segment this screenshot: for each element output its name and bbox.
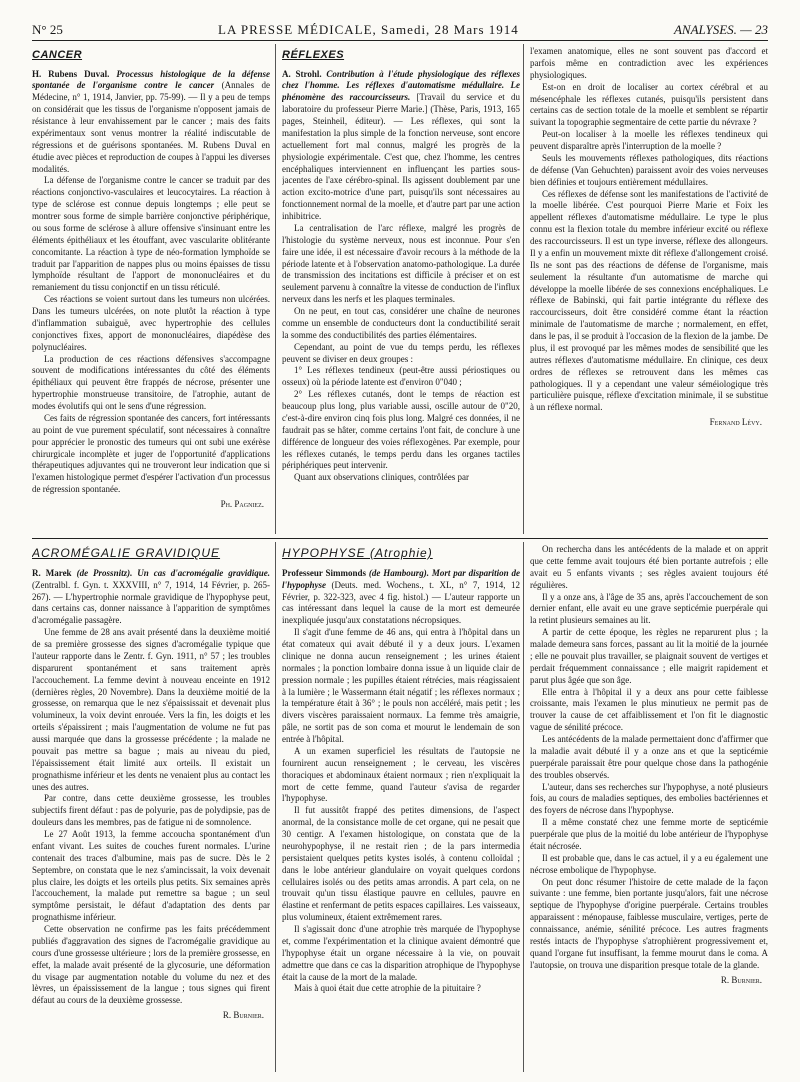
article-paragraph: Peut-on localiser à la moelle les réflexes tendineux qui peuvent disparaître après l'interruption de la moelle ? [530,129,768,151]
article-acromegalie [32,544,270,1072]
article-paragraph: Ces réactions se voient surtout dans les tumeurs non ulcérées. Dans les tumeurs ulcérées, on note plutôt la réaction à type d'inflammation subaiguë, avec hypertrophie des cellules conjonctives fixes, apport de mononucléaires, diapédèse des polynucléaires. [32,294,270,352]
article-signature: Fernand Lévy. [709,417,762,428]
article-paragraph: Mais à quoi était due cette atrophie de la pituitaire ? [294,983,481,994]
section-heading: ACROMÉGALIE GRAVIDIQUE [32,546,221,560]
article-reflexes-continued [530,46,768,534]
article-paragraph: A un examen superficiel les résultats de l'autopsie ne fournirent aucun renseignement ; le cerveau, les viscères thoraciques et abdominaux étaient normaux ; rien n'expliquait la mort de cette femme, quand l'auteur s'avisa de regarder l'hypophyse. [282,745,520,804]
article-title: (de Prossnitz). Un cas d'acromégalie gravidique. [76,567,270,578]
article-hypophyse-continued [530,544,768,1072]
article-paragraph: Ces faits de régression spontanée des cancers, fort intéressants au point de vue purement spéculatif, sont nécessaires à connaître pour apprécier le pronostic des tumeurs qui ont subi une exérèse chirurgicale incomplète et juger de l'opportunité d'applications thérapeutiques adjuvantes qui ne trouveront leur indication que si l'examen histologique permet d'espérer l'activation d'un processus de régression spontanée. [32,412,270,495]
article-paragraph: A partir de cette époque, les règles ne reparurent plus ; la malade demeura sans forces, passant au lit la moitié de la journée ; elle ne pouvait plus travailler, se plaignait souvent de vertiges et perdait fréquemment connaissance ; elle maigrit rapidement et parut plus âgée que son âge. [530,627,768,685]
article-signature: Ph. Pagniez. [220,499,264,510]
article-paragraph: (Deuts. med. Wochens., t. XL, n° 7, 1914, 12 Février, p. 322-323, avec 4 fig. histol.) — L'auteur rapporte un cas intéressant dans lequel la cause de la mort est demeurée inexpliquée jusqu'aux constatations nécropsiques. [282,579,520,626]
article-signature: R. Burnier. [222,1010,264,1021]
article-author: Professeur Simmonds [282,567,367,578]
article-cancer [32,46,270,534]
section-divider [32,538,768,539]
article-paragraph: On ne peut, en tout cas, considérer une chaîne de neurones comme un ensemble de conducteurs dont la conductibilité serait la somme des conductibilités des parties élémentaires. [282,306,520,340]
section-heading: CANCER [32,49,83,61]
article-paragraph: On peut donc résumer l'histoire de cette malade de la façon suivante : une femme, bien portante jusqu'alors, fait une nécrose septique de l'hypophyse d'origine puerpérale. Certains troubles apparaissent : ménopause, faiblesse musculaire, vertiges, perte de connaissance, anémie, sénilité précoce. Les autres fragments restés intacts de l'hypophyse s'atrophièrent progressivement et, quand l'organe fut insuffisant, la femme mourut dans le coma. A l'autopsie, on trouva une disparition presque totale de la glande. [530,876,768,970]
article-reflexes [282,46,520,534]
section-title: ANALYSES. — 23 [673,22,768,37]
article-author: A. Strohl. [282,68,322,79]
article-paragraph: Les antécédents de la malade permettaient donc d'affirmer que la maladie avait débuté il y a onze ans et que la septicémie puerpérale paraissait être pour quelque chose dans la pathogénie des troubles observés. [530,734,768,780]
column-divider [275,542,276,1072]
article-paragraph: La centralisation de l'arc réflexe, malgré les progrès de l'histologie du système nerveux, nous est inconnue. Pour s'en faire une idée, il est nécessaire d'avoir recours à la méthode de la période latente et à l'observation anatomo-pathologique. La durée de transmission des incitations est difficile à préciser et on est seulement parvenu à connaître la vitesse de conduction de l'influx nerveux dans les nerfs et les plaques terminales. [282,222,520,305]
article-signature: R. Burnier. [720,974,762,985]
article-paragraph: Il fut aussitôt frappé des petites dimensions, de l'aspect anormal, de la consistance molle de cet organe, qui ne pesait que 30 centigr. A l'examen histologique, on constata que de la neurohypophyse, il ne restait rien ; de la pars intermedia persistaient quelques petits kystes isolés, à contenu colloïdal ; dans le lobe antérieur glandulaire on voyait quelques cordons cellulaires isolés ou des petits amas arrondis. A part cela, on ne trouvait qu'un tissu élastique pauvre en cellules, pauvre en élastine et renfermant de petits espaces capillaires. Les vaisseaux, plus volumineux, étaient extrêmement rares. [282,805,520,923]
article-paragraph: On rechercha dans les antécédents de la malade et on apprit que cette femme avait toujours été bien portante autrefois ; elle avait eu 5 enfants vivants ; ses règles avaient toujours été régulières. [530,544,768,590]
article-paragraph: Cependant, au point de vue du temps perdu, les réflexes peuvent se diviser en deux groupes : [282,341,520,364]
article-paragraph: l'examen anatomique, elles ne sont souvent pas d'accord et parfois même en contradiction avec les expériences physiologiques. [530,46,768,80]
article-paragraph: Cette observation ne confirme pas les faits précédemment publiés d'aggravation des signes de l'acromégalie gravidique au cours d'une grossesse ultérieure ; lors de la première grossesse, en effet, la malade avait présenté de la glycosurie, une déformation du visage par augmentation notable du volume du nez et des lèvres, un épaississement de la langue ; tous signes qui firent défaut au cours de la deuxième grossesse. [32,924,270,1006]
article-paragraph: Elle entra à l'hôpital il y a deux ans pour cette faiblesse croissante, mais l'examen le plus minutieux ne permit pas de trouver la cause de cet affaiblissement et l'on fit le diagnostic vague de sénilité précoce. [530,686,768,733]
article-author: R. Marek [32,567,72,578]
article-paragraph: Il y a onze ans, à l'âge de 35 ans, après l'accouchement de son dernier enfant, elle avait eu une grave septicémie puerpérale qui la retint plusieurs semaines au lit. [530,591,768,626]
article-paragraph: Ces réflexes de défense sont les manifestations de l'activité de la moelle libérée. C'est pourquoi Pierre Marie et Foix les appellent réflexes d'automatisme médullaire. Le type le plus connu est la flexion totale du membre inférieur excité ou réflexe des raccourcisseurs. Il est un type inverse, réflexe des allongeurs. Il y a enfin un mouvement mixte dit réflexe d'allongement croisé. Ils ne sont pas des réactions de défense de l'organisme, mais seulement la résultante d'un automatisme de marche qui développe la moelle libérée de ses connexions encéphaliques. Le réflexe de Babinski, qui fait partie intégrante du réflexe des raccourcisseurs, doit être considéré comme étant la réaction minimale de l'automatisme de marche ; normalement, en effet, dans le pas, il se produit à l'occasion de la flexion de la jambe. De plus, il est provoqué par les mêmes modes de sensibilité que les autres réflexes d'automatisme médullaire. En clinique, ces deux ordres de réflexes se retrouvent dans les mêmes cas pathologiques. Il y a cependant une valeur séméiologique très particulière puisque, réflexe d'excitation minimale, il se substitue à un réflexe normal. [530,188,768,413]
page-number: N° 25 [32,22,63,37]
article-title: (de Hambourg). Mort par disparition de l'hypophyse [282,567,520,590]
article-title: Contribution à l'étude physiologique des réflexes chez l'homme. Les réflexes d'automatisme médullaire. Le phénomène des raccourcisseurs. [282,68,520,103]
page-header [32,12,768,41]
article-paragraph: (Annales de Médecine, n° 1, 1914, Janvier, pp. 75-99). — Il y a peu de temps on considérait que les tissus de l'organisme n'opposent jamais de résistance à leur envahissement par le cancer ; mais des faits expérimentaux sont venus montrer la réalité indiscutable de régressions et de guérisons spontanées. M. Rubens Duval en étudie avec pièces et reproduction de coupes à l'appui les diverses modalités. [32,80,270,174]
article-lead [282,568,520,627]
section-heading: HYPOPHYSE (Atrophie) [282,546,433,560]
article-paragraph: [Travail du service et du laboratoire du professeur Pierre Marie.] (Thèse, Paris, 1913, 165 pages, Steinheil, éditeur). — Les réflexes, qui sont la manifestation la plus simple de la fonction nerveuse, sont encore actuellement fort mal connus, malgré les progrès de la physiologie expérimentale. C'est que, chez l'homme, les centres encéphaliques interviennent en influençant les parties sous-jacentes de l'axe cérébro-spinal. Ils agissent doublement par une action excito-motrice d'une part, puisqu'ils sont nécessaires au fonctionnement normal de la moelle, et d'autre part par une action inhibitrice. [282,92,520,222]
column-divider [523,542,524,1072]
article-paragraph: Seuls les mouvements réflexes pathologiques, dits réactions de défense (Van Gehuchten) paraissent avoir des voies nerveuses bien définies et toujours entièrement médullaires. [530,152,768,187]
article-paragraph: Il est probable que, dans le cas actuel, il y a eu également une nécrose embolique de l'hypophyse. [530,852,768,875]
article-lead [32,69,270,176]
article-paragraph: La production de ces réactions défensives s'accompagne souvent de modifications intéressantes du côté des éléments épithéliaux qui peuvent être frappés de nécrose, présenter une hypertrophie monstrueuse transitoire, de l'atrophie, autant de modes évolutifs qui ont le sens d'une régression. [32,353,270,412]
article-title: Processus histologique de la défense spontanée de l'organisme contre le cancer [32,68,270,91]
article-paragraph: Une femme de 28 ans avait présenté dans la deuxième moitié de sa première grossesse des signes d'acromégalie typique que l'auteur rapporte dans le Zentr. f. Gyn. 1911, n° 57 ; les troubles disparurent spontanément et sans traitement après l'accouchement. La femme devint à nouveau enceinte en 1912 (dernières règles, 20 Novembre). Dans la deuxième moitié de la grossesse, on remarqua que le nez s'épaississait et devenait plus volumineux, la voix devint enrouée. Vers la fin, les doigts et les orteils s'épaissirent ; mais l'augmentation de volume ne fut pas aussi marquée que dans la grossesse précédente ; la malade ne pouvait pas mettre sa bague ; mais au niveau du pied, l'épaississement était limité aux orteils. Il existait un prognathisme inférieur et les dents ne venaient plus au contact les unes des autres. [32,627,270,792]
article-paragraph: Est-on en droit de localiser au cortex cérébral et au mésencéphale les réflexes cutanés, puisqu'ils persistent dans certains cas de section totale de la moelle et semblent se répartir suivant la topographie segmentaire de cette partie du névraxe ? [530,81,768,128]
article-lead [282,69,520,223]
article-paragraph: Il s'agit d'une femme de 46 ans, qui entra à l'hôpital dans un état comateux qui avait débuté il y a deux jours. L'examen clinique ne donna aucun renseignement ; les urines étaient normales ; la ponction lombaire donna issue à un liquide clair de pression normale ; les pupilles étaient rétrécies, mais réagissaient à la lumière ; le Wassermann était négatif ; les réflexes normaux ; la température était à 36° ; le pouls non accéléré, mais petit ; les divers viscères paraissaient normaux. La femme très amaigrie, pâle, ne sortit pas de son coma et mourut le lendemain de son entrée à l'hôpital. [282,627,520,745]
article-paragraph: 2° Les réflexes cutanés, dont le temps de réaction est beaucoup plus long, plus variable aussi, oscille autour de 0"20, c'est-à-dire environ cinq fois plus long. Malgré ces données, il ne faudrait pas se hâter, comme certains l'ont fait, de conclure à une différence de longueur des voies réflexogènes. Par exemple, pour les réflexes cutanés, le temps perdu dans les organes tactiles périphériques peut intervenir. [282,389,520,471]
article-paragraph: Il a même constaté chez une femme morte de septicémie puerpérale que plus de la moitié du lobe antérieur de l'hypophyse était nécrosée. [530,817,768,851]
article-paragraph: La défense de l'organisme contre le cancer se traduit par des réactions conjonctivo-vasculaires et leucocytaires. La réaction à type de sclérose est connue depuis longtemps ; elle peut se montrer sous forme de simple barrière conjonctive périphérique, ou sous forme de sclérose à allure offensive s'insinuant entre les éléments épithéliaux et les étouffant, avec vascularite oblitérante concomitante. La réaction à type de néo-formation lymphoïde se traduit par l'apparition de nappes plus ou moins épaisses de tissu lymphoïde résultant de l'apport de mononucléaires et du remaniement du tissu conjonctif en un tissu réticulé. [32,175,270,293]
article-paragraph: (Zentralbl. f. Gyn. t. XXXVIII, n° 7, 1914, 14 Février, p. 265-267). — L'hypertrophie normale gravidique de l'hypophyse peut, dans certains cas, donner naissance à l'apparition de symptômes d'acromégalie passagère. [32,579,270,626]
column-divider [275,44,276,534]
article-paragraph: Il s'agissait donc d'une atrophie très marquée de l'hypophyse et, comme l'expérimentation et la clinique avaient démontré que l'hypophyse était un organe nécessaire à la vie, on pouvait admettre que dans ce cas la disparition atrophique de l'hypophyse était la cause de la mort de la malade. [282,924,520,982]
article-paragraph: L'auteur, dans ses recherches sur l'hypophyse, a noté plusieurs fois, au cours de maladies septiques, des embolies bactériennes et des foyers de nécrose dans l'hypophyse. [530,781,768,816]
article-lead [32,568,270,627]
article-paragraph: Par contre, dans cette deuxième grossesse, les troubles subjectifs firent défaut : pas de polyurie, pas de polydipsie, pas de douleurs dans les membres, pas de fatigue ni de somnolence. [32,793,270,828]
article-hypophyse [282,544,520,1072]
column-divider [523,44,524,534]
article-paragraph: Quant aux observations cliniques, contrôlées par [294,472,469,483]
article-author: H. Rubens Duval. [32,68,110,79]
journal-title: LA PRESSE MÉDICALE, Samedi, 28 Mars 1914 [218,22,519,37]
section-heading: RÉFLEXES [282,49,345,61]
article-paragraph: Le 27 Août 1913, la femme accoucha spontanément d'un enfant vivant. Les suites de couches furent normales. L'urine contenait des traces d'albumine, mais pas de sucre. Dès le 2 Septembre, on constata que le nez s'amincissait, la voix devenait plus claire, les doigts et les orteils plus petits. Six semaines après l'accouchement, la malade put remettre sa bague ; un seul symptôme persistait, le défaut d'adaptation des dents par prognathisme inférieur. [32,829,270,923]
article-paragraph: 1° Les réflexes tendineux (peut-être aussi périostiques ou osseux) où la période latente est d'environ 0"040 ; [282,365,520,388]
